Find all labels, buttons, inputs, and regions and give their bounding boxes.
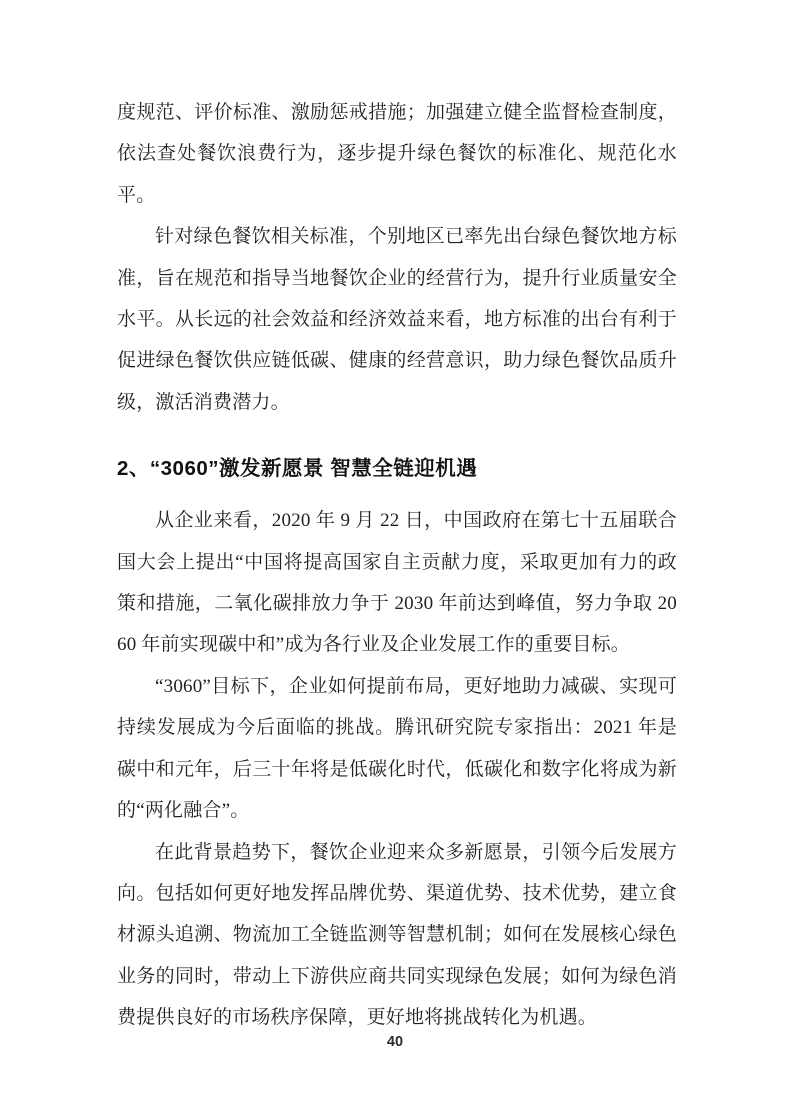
body-paragraph: 从企业来看，2020 年 9 月 22 日，中国政府在第七十五届联合国大会上提出“中国将提高国家自主贡献力度，采取更加有力的政策和措施，二氧化碳排放力争于 2030 年前达到峰值，努力争取 2060 年前实现碳中和”成为各行业及企业发展工作的重要目标。 <box>117 510 677 656</box>
body-paragraph: 在此背景趋势下，餐饮企业迎来众多新愿景，引领今后发展方向。包括如何更好地发挥品牌优势、渠道优势、技术优势，建立食材源头追溯、物流加工全链监测等智慧机制；如何在发展核心绿色业务的同时，带动上下游供应商共同实现绿色发展；如何为绿色消费提供良好的市场秩序保障，更好地将挑战转化为机遇。 <box>117 841 677 1029</box>
section-heading: 2、“3060”激发新愿景 智慧全链迎机遇 <box>117 457 478 481</box>
page-number: 40 <box>386 1034 404 1050</box>
page-footer <box>0 1033 790 1051</box>
body-paragraph: 针对绿色餐饮相关标准，个别地区已率先出台绿色餐饮地方标准，旨在规范和指导当地餐饮企业的经营行为，提升行业质量安全水平。从长远的社会效益和经济效益来看，地方标准的出台有利于促进绿色餐饮供应链低碳、健康的经营意识，助力绿色餐饮品质升级，激活消费潜力。 <box>117 226 677 413</box>
body-paragraph: 度规范、评价标准、激励惩戒措施；加强建立健全监督检查制度，依法查处餐饮浪费行为，逐步提升绿色餐饮的标准化、规范化水平。 <box>117 102 677 206</box>
body-paragraph: “3060”目标下，企业如何提前布局，更好地助力减碳、实现可持续发展成为今后面临的挑战。腾讯研究院专家指出：2021 年是碳中和元年，后三十年将是低碳化时代，低碳化和数字化将成为新的“两化融合”。 <box>117 675 677 822</box>
document-body <box>117 92 677 1039</box>
